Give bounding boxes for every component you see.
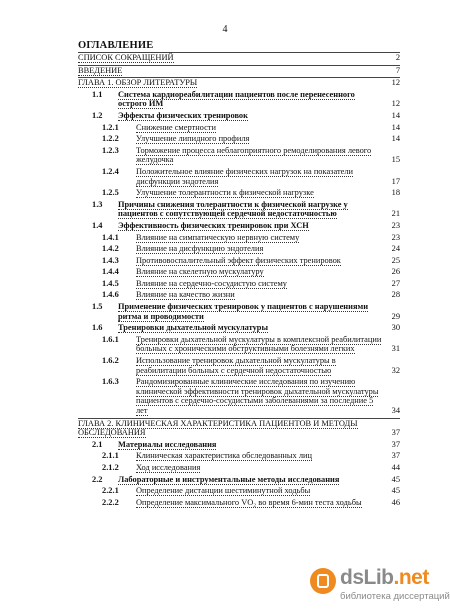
toc-entry-number: 1.4.4 [102, 267, 119, 277]
toc-entry-page: 37 [391, 439, 400, 449]
toc-entry-number: 1.6.3 [102, 377, 119, 387]
toc-entry-page: 21 [391, 209, 400, 219]
toc-entry [78, 377, 400, 415]
toc-entry-number: 1.4.5 [102, 278, 119, 288]
toc-entry-page: 37 [391, 451, 400, 461]
toc-entry-title: Применение физических тренировок у пациентов с нарушениями ритма и проводимости [118, 302, 369, 321]
watermark-subtitle: библиотека диссертаций [340, 591, 450, 602]
toc-entry [78, 302, 400, 321]
toc-entry-page: 37 [391, 428, 400, 438]
toc-entry-number: 1.4 [92, 220, 103, 230]
toc-entry-page: 34 [391, 406, 400, 415]
toc-entry-title: Система кардиореабилитации пациентов после перенесенного острого ИМ [118, 89, 355, 109]
toc-entry-page: 30 [391, 323, 400, 333]
toc-entry-title: Влияние на симпатическую нервную систему [136, 232, 300, 242]
toc-entry [78, 486, 400, 496]
toc-entry-page: 32 [391, 365, 400, 375]
toc-entry-title: Материалы исследования [118, 439, 217, 449]
toc-entry-page: 7 [395, 65, 400, 75]
toc-entry-title: Ход исследования [136, 462, 201, 472]
toc-entry-page: 15 [391, 155, 400, 165]
table-of-contents [78, 52, 400, 507]
toc-entry [78, 188, 400, 198]
toc-entry [78, 256, 400, 266]
toc-entry-number: 1.2.4 [102, 166, 119, 176]
watermark-brand-main: dsLib [340, 566, 394, 589]
toc-entry [78, 123, 400, 133]
watermark-brand [340, 566, 429, 590]
toc-entry-page: 17 [391, 176, 400, 186]
toc-entry-page: 24 [391, 244, 400, 254]
toc-entry [78, 498, 400, 508]
toc-entry-title: СПИСОК СОКРАЩЕНИЙ [78, 53, 174, 62]
toc-entry-title: Торможение процесса неблагоприятного ремоделирования левого желудочка [136, 145, 372, 165]
toc-entry-page: 45 [391, 486, 400, 496]
toc-entry-page: 26 [391, 267, 400, 277]
toc-entry-number: 2.2 [92, 474, 103, 484]
toc-entry-number: 1.6.1 [102, 334, 119, 344]
toc-entry-title: Снижение смертности [136, 122, 216, 132]
toc-entry-number: 2.2.2 [102, 497, 119, 507]
toc-entry-title: Улучшение толерантности к физической нагрузке [136, 188, 314, 198]
toc-entry [78, 356, 400, 375]
toc-entry-page: 46 [391, 497, 400, 507]
toc-entry [78, 167, 400, 186]
toc-entry-title: Определение дистанции шестиминутной ходьбы [136, 486, 311, 496]
toc-entry-title: Влияние на сердечно-сосудистую систему [136, 278, 287, 288]
toc-entry [78, 418, 400, 438]
toc-entry-number: 1.2.1 [102, 122, 119, 132]
toc-entry-title: Противовоспалительный эффект физических тренировок [136, 255, 341, 265]
toc-entry-title: Влияние на дисфункцию эндотелия [136, 244, 264, 254]
page-number: 4 [222, 24, 228, 35]
toc-entry-title: Эффекты физических тренировок [118, 110, 248, 120]
toc-entry-number: 1.5 [92, 302, 103, 312]
toc-entry-page: 44 [391, 462, 400, 472]
book-icon [310, 568, 336, 594]
toc-entry-title: Улучшение липидного профиля [136, 134, 250, 144]
toc-entry-number: 1.2 [92, 110, 103, 120]
toc-entry [78, 475, 400, 485]
toc-entry-number: 2.1 [92, 439, 103, 449]
toc-entry [78, 200, 400, 219]
toc-entry-page: 25 [391, 255, 400, 265]
toc-entry [78, 463, 400, 473]
toc-entry-page: 14 [391, 134, 400, 144]
toc-entry-title: Тренировки дыхательной мускулатуры [118, 323, 269, 333]
toc-entry-title: Клиническая характеристика обследованных лиц [136, 451, 312, 461]
toc-entry-number: 1.4.1 [102, 232, 119, 242]
toc-entry [78, 335, 400, 354]
toc-entry-title: Рандомизированные клинические исследования по изучению клинической эффективности тренировок дыхательной мускулатуры пациентов с сердечно-сосудистыми заболеваниями за последние 5 лет [136, 377, 379, 415]
toc-entry-number: 2.2.1 [102, 486, 119, 496]
toc-entry [78, 90, 400, 109]
toc-entry-page: 18 [391, 188, 400, 198]
toc-entry-page: 27 [391, 278, 400, 288]
toc-entry [78, 111, 400, 121]
toc-entry-title: ГЛАВА 1. ОБЗОР ЛИТЕРАТУРЫ [78, 78, 198, 88]
toc-entry-page: 28 [391, 290, 400, 300]
watermark-brand-tld: .net [393, 566, 429, 589]
toc-entry [78, 77, 400, 88]
toc-entry [78, 451, 400, 461]
toc-entry-page: 14 [391, 122, 400, 132]
toc-entry-title: Определение максимального VO₂ во время 6-мин теста ходьбы [136, 497, 362, 507]
toc-entry [78, 65, 400, 76]
dslib-watermark [310, 566, 450, 608]
toc-entry-page: 29 [391, 311, 400, 321]
toc-entry-number: 1.2.3 [102, 145, 119, 155]
toc-entry-number: 1.2.2 [102, 134, 119, 144]
toc-entry-page: 31 [391, 344, 400, 354]
toc-entry-page: 12 [391, 99, 400, 109]
toc-entry-title: ВВЕДЕНИЕ [78, 65, 123, 75]
toc-entry-number: 1.6 [92, 323, 103, 333]
toc-entry-number: 1.2.5 [102, 188, 119, 198]
toc-entry [78, 233, 400, 243]
toc-entry [78, 146, 400, 165]
toc-entry [78, 244, 400, 254]
toc-entry-title: Влияние на качество жизни [136, 290, 235, 300]
toc-entry [78, 290, 400, 300]
toc-entry-number: 1.6.2 [102, 356, 119, 366]
toc-entry-number: 2.1.2 [102, 462, 119, 472]
toc-entry-number: 1.3 [92, 199, 103, 209]
toc-entry [78, 279, 400, 289]
toc-entry-title: Использование тренировок дыхательной мускулатуры в реабилитации больных с сердечной недостаточностью [136, 356, 336, 375]
toc-entry-title: ГЛАВА 2. КЛИНИЧЕСКАЯ ХАРАКТЕРИСТИКА ПАЦИЕНТОВ И МЕТОДЫ ОБСЛЕДОВАНИЯ [78, 418, 358, 438]
toc-entry-title: Положительное влияние физических нагрузок на показатели дисфункции эндотелия [136, 166, 354, 186]
toc-entry-title: Влияние на скелетную мускулатуру [136, 267, 264, 277]
toc-entry-number: 2.1.1 [102, 451, 119, 461]
toc-entry [78, 267, 400, 277]
toc-entry-title: Лабораторные и инструментальные методы исследования [118, 474, 340, 484]
toc-entry [78, 440, 400, 450]
toc-entry-page: 14 [391, 110, 400, 120]
toc-entry-page: 23 [391, 232, 400, 242]
toc-entry-title: Эффективность физических тренировок при ХСН [118, 220, 309, 230]
toc-entry [78, 134, 400, 144]
toc-entry-number: 1.4.3 [102, 255, 119, 265]
toc-entry-title: Тренировки дыхательной мускулатуры в комплексной реабилитации больных с хроническими обструктивными болезнями легких [136, 334, 382, 354]
toc-entry-number: 1.4.2 [102, 244, 119, 254]
toc-entry-page: 12 [391, 78, 400, 88]
toc-entry [78, 52, 400, 63]
toc-heading: ОГЛАВЛЕНИЕ [78, 40, 154, 51]
toc-entry-number: 1.1 [92, 89, 103, 99]
toc-entry [78, 323, 400, 333]
toc-entry-page: 2 [395, 53, 400, 62]
toc-entry-page: 45 [391, 474, 400, 484]
toc-entry-page: 23 [391, 220, 400, 230]
toc-entry-number: 1.4.6 [102, 290, 119, 300]
toc-entry [78, 221, 400, 231]
toc-entry-title: Причины снижения толерантности к физической нагрузке у пациентов с сопутствующей сердечной недостаточностью [118, 199, 348, 219]
